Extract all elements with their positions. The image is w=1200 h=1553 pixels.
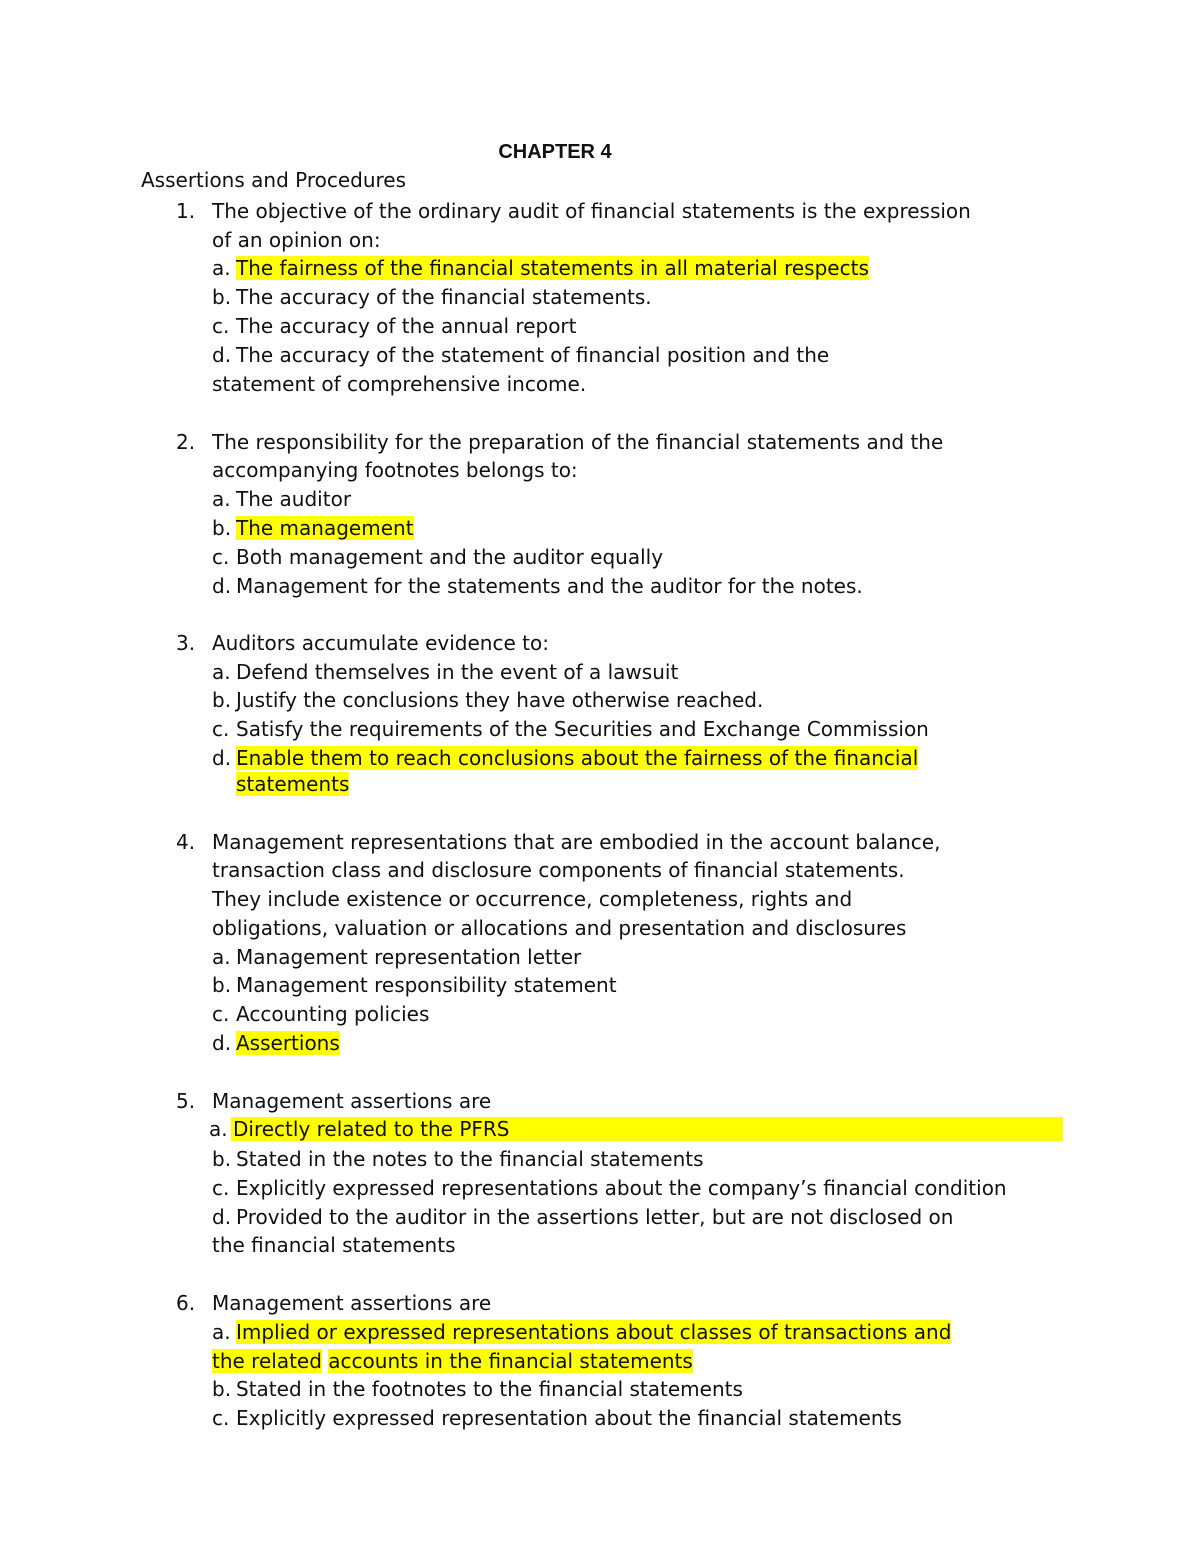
question-6-option-a: a. Implied or expressed representations about classes of transactions and bbox=[212, 1320, 952, 1344]
correct-answer-highlight: Implied or expressed representations about classes of transactions and bbox=[236, 1320, 952, 1344]
question-2-stem-cont: accompanying footnotes belongs to: bbox=[212, 458, 578, 482]
question-number: 1. bbox=[176, 199, 196, 223]
question-1-option-d-cont: statement of comprehensive income. bbox=[212, 372, 587, 396]
question-5-option-a: a. Directly related to the PFRS bbox=[209, 1117, 510, 1141]
chapter-title: CHAPTER 4 bbox=[498, 141, 612, 163]
question-number: 3. bbox=[176, 631, 196, 655]
question-2-option-d: d. Management for the statements and the auditor for the notes. bbox=[212, 574, 863, 598]
question-1-option-b: b. The accuracy of the financial statements. bbox=[212, 285, 652, 309]
question-2-option-a: a. The auditor bbox=[212, 487, 352, 511]
question-3-option-c: c. Satisfy the requirements of the Securities and Exchange Commission bbox=[212, 717, 929, 741]
question-4-stem-cont: transaction class and disclosure components of financial statements. bbox=[212, 858, 905, 882]
question-2-option-c: c. Both management and the auditor equally bbox=[212, 545, 664, 569]
question-4-stem: 4. Management representations that are embodied in the account balance, bbox=[176, 830, 941, 854]
section-subtitle: Assertions and Procedures bbox=[141, 168, 407, 192]
question-1-stem: 1. The objective of the ordinary audit of financial statements is the expression bbox=[176, 199, 971, 223]
question-3-option-d: d. Enable them to reach conclusions about the fairness of the financial bbox=[212, 746, 919, 770]
question-4-option-a: a. Management representation letter bbox=[212, 945, 582, 969]
question-number: 6. bbox=[176, 1291, 196, 1315]
question-5-option-c: c. Explicitly expressed representations about the company’s financial condition bbox=[212, 1176, 1007, 1200]
question-4-option-d: d. Assertions bbox=[212, 1031, 340, 1055]
question-1-option-d: d. The accuracy of the statement of financial position and the bbox=[212, 343, 830, 367]
question-1-option-c: c. The accuracy of the annual report bbox=[212, 314, 577, 338]
correct-answer-highlight: The fairness of the financial statements in all material respects bbox=[236, 256, 869, 280]
question-2-stem: 2. The responsibility for the preparation of the financial statements and the bbox=[176, 430, 944, 454]
correct-answer-highlight: Enable them to reach conclusions about the fairness of the financial bbox=[236, 746, 919, 770]
question-5-option-d: d. Provided to the auditor in the assertions letter, but are not disclosed on bbox=[212, 1205, 954, 1229]
question-number: 4. bbox=[176, 830, 196, 854]
question-5-stem: 5. Management assertions are bbox=[176, 1089, 492, 1113]
correct-answer-highlight: the related bbox=[212, 1349, 322, 1373]
question-number: 5. bbox=[176, 1089, 196, 1113]
question-5-option-b: b. Stated in the notes to the financial statements bbox=[212, 1147, 704, 1171]
question-5-option-d-cont: the financial statements bbox=[212, 1233, 456, 1257]
question-3-option-b: b. Justify the conclusions they have otherwise reached. bbox=[212, 688, 764, 712]
question-1-option-a: a. The fairness of the financial statements in all material respects bbox=[212, 256, 869, 280]
correct-answer-highlight: Directly related to the PFRS bbox=[233, 1117, 510, 1141]
question-6-option-b: b. Stated in the footnotes to the financial statements bbox=[212, 1377, 743, 1401]
question-4-option-c: c. Accounting policies bbox=[212, 1002, 430, 1026]
question-3-option-a: a. Defend themselves in the event of a lawsuit bbox=[212, 660, 679, 684]
correct-answer-highlight: statements bbox=[236, 772, 350, 796]
question-6-stem: 6. Management assertions are bbox=[176, 1291, 492, 1315]
question-3-stem: 3. Auditors accumulate evidence to: bbox=[176, 631, 549, 655]
correct-answer-highlight: Assertions bbox=[236, 1031, 340, 1055]
question-3-option-d-cont bbox=[236, 770, 349, 798]
correct-answer-highlight: accounts in the financial statements bbox=[328, 1349, 693, 1373]
question-1-stem-cont: of an opinion on: bbox=[212, 228, 381, 252]
correct-answer-highlight: The management bbox=[236, 516, 414, 540]
question-2-option-b: b. The management bbox=[212, 516, 414, 540]
question-4-stem-cont: They include existence or occurrence, completeness, rights and bbox=[212, 887, 853, 911]
question-4-stem-cont: obligations, valuation or allocations and presentation and disclosures bbox=[212, 916, 907, 940]
question-6-option-a-cont bbox=[212, 1347, 693, 1375]
question-6-option-c: c. Explicitly expressed representation about the financial statements bbox=[212, 1406, 902, 1430]
question-4-option-b: b. Management responsibility statement bbox=[212, 973, 617, 997]
question-number: 2. bbox=[176, 430, 196, 454]
